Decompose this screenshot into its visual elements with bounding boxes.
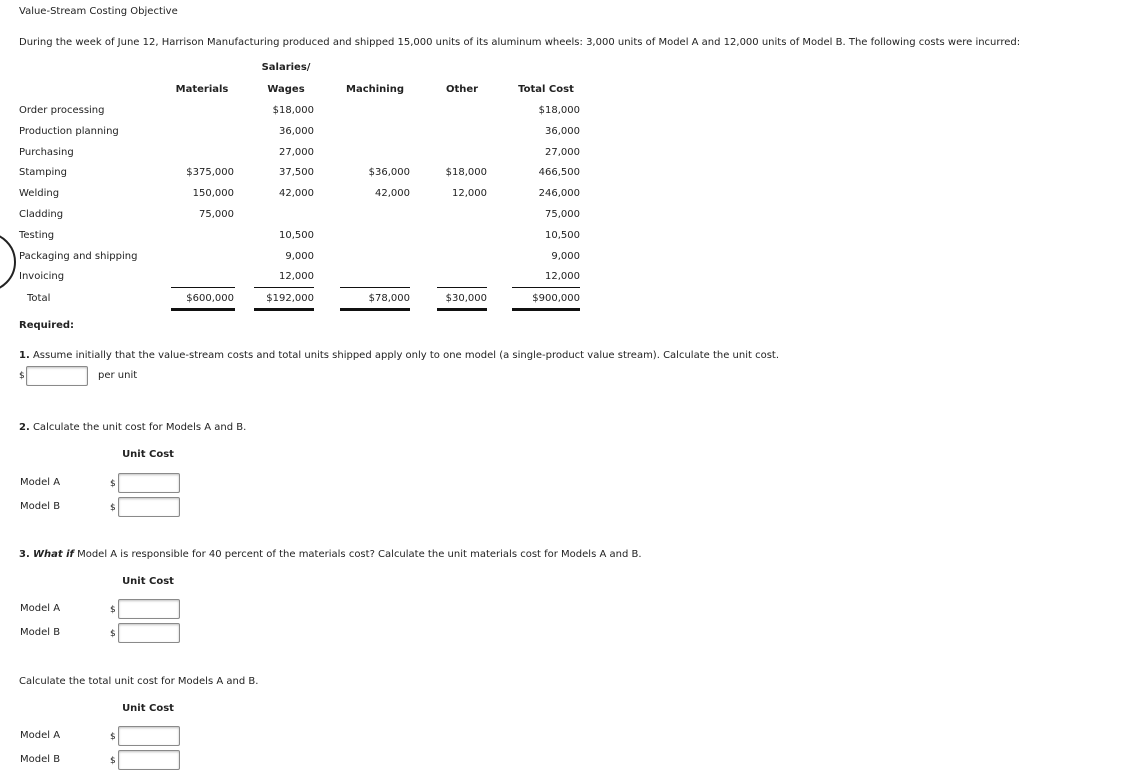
- intro-text: During the week of June 12, Harrison Manufacturing produced and shipped 15,000 units of its aluminum wheels: 3,000 units of Model A and 12,000 units of Model B. The following costs were incurred:: [19, 37, 1021, 48]
- q2-body: Calculate the unit cost for Models A and B.: [32, 422, 247, 433]
- total-label: Total: [27, 293, 51, 304]
- table-cell-materials: 150,000: [192, 188, 234, 199]
- q3-number: 3.: [19, 549, 30, 560]
- q3-what-if: What if: [32, 549, 74, 560]
- table-cell-wages: $18,000: [272, 105, 314, 116]
- header-other: Other: [445, 84, 479, 95]
- header-salaries-top: Salaries/: [261, 62, 311, 73]
- table-row-label: Purchasing: [19, 147, 74, 158]
- table-cell-wages: 37,500: [279, 167, 314, 178]
- q3-model-b-currency: $: [110, 629, 116, 639]
- table-cell-wages: 27,000: [279, 147, 314, 158]
- table-cell-machining: 42,000: [375, 188, 410, 199]
- header-materials: Materials: [175, 84, 229, 95]
- q2-col-header: Unit Cost: [122, 449, 174, 460]
- q1-currency: $: [19, 371, 25, 381]
- q2-model-a-input[interactable]: [118, 473, 180, 493]
- q3-text: [19, 549, 642, 560]
- rule-wages: [254, 287, 314, 288]
- header-wages: Wages: [267, 84, 305, 95]
- table-cell-other: $18,000: [445, 167, 487, 178]
- table-cell-total: 10,500: [545, 230, 580, 241]
- table-cell-total: 36,000: [545, 126, 580, 137]
- q4-model-b-currency: $: [110, 756, 116, 766]
- q2-model-b-label: Model B: [20, 501, 61, 512]
- q1-body: Assume initially that the value-stream costs and total units shipped apply only to one model (a single-product value stream). Calculate the unit cost.: [32, 350, 780, 361]
- required-label: Required:: [19, 320, 75, 331]
- double-rule-materials: [171, 308, 235, 311]
- q1-unit-cost-input[interactable]: [26, 366, 88, 386]
- q3-model-a-label: Model A: [20, 603, 61, 614]
- q4-model-b-input[interactable]: [118, 750, 180, 770]
- table-cell-total: 246,000: [538, 188, 580, 199]
- header-machining: Machining: [346, 84, 404, 95]
- double-rule-other: [437, 308, 487, 311]
- q3-model-b-input[interactable]: [118, 623, 180, 643]
- q2-model-a-label: Model A: [20, 477, 61, 488]
- double-rule-wages: [254, 308, 314, 311]
- rule-total: [512, 287, 580, 288]
- q4-model-a-input[interactable]: [118, 726, 180, 746]
- table-cell-total: 27,000: [545, 147, 580, 158]
- total-wages: $192,000: [266, 293, 314, 304]
- table-row-label: Order processing: [19, 105, 105, 116]
- table-row-label: Cladding: [19, 209, 64, 220]
- table-cell-total: 12,000: [545, 271, 580, 282]
- q3-model-b-label: Model B: [20, 627, 61, 638]
- partial-circle-mark: [0, 232, 16, 292]
- q4-model-a-label: Model A: [20, 730, 61, 741]
- q3-model-a-input[interactable]: [118, 599, 180, 619]
- q3-model-a-currency: $: [110, 605, 116, 615]
- q3-col-header: Unit Cost: [122, 576, 174, 587]
- rule-machining: [340, 287, 410, 288]
- double-rule-total: [512, 308, 580, 311]
- q4-col-header: Unit Cost: [122, 703, 174, 714]
- q1-number: 1.: [19, 350, 30, 361]
- table-row-label: Invoicing: [19, 271, 65, 282]
- q2-number: 2.: [19, 422, 30, 433]
- total-materials: $600,000: [186, 293, 234, 304]
- table-cell-wages: 12,000: [279, 271, 314, 282]
- table-cell-total: $18,000: [538, 105, 580, 116]
- table-row-label: Production planning: [19, 126, 119, 137]
- table-cell-total: 75,000: [545, 209, 580, 220]
- table-row-label: Stamping: [19, 167, 67, 178]
- rule-other: [437, 287, 487, 288]
- table-cell-wages: 10,500: [279, 230, 314, 241]
- q2-model-a-currency: $: [110, 479, 116, 489]
- table-row-label: Packaging and shipping: [19, 251, 138, 262]
- table-cell-materials: 75,000: [199, 209, 234, 220]
- table-cell-machining: $36,000: [368, 167, 410, 178]
- q4-model-a-currency: $: [110, 732, 116, 742]
- table-cell-total: 9,000: [551, 251, 580, 262]
- q3-body: Model A is responsible for 40 percent of the materials cost? Calculate the unit materials cost for Models A and B.: [77, 549, 642, 560]
- q2-text: [19, 422, 246, 433]
- q1-suffix: per unit: [98, 370, 138, 381]
- total-machining: $78,000: [368, 293, 410, 304]
- table-cell-materials: $375,000: [186, 167, 234, 178]
- table-cell-wages: 9,000: [285, 251, 314, 262]
- table-cell-wages: 42,000: [279, 188, 314, 199]
- table-row-label: Testing: [19, 230, 55, 241]
- page-title: Value-Stream Costing Objective: [19, 6, 178, 17]
- table-row-label: Welding: [19, 188, 60, 199]
- table-cell-total: 466,500: [538, 167, 580, 178]
- table-cell-other: 12,000: [452, 188, 487, 199]
- double-rule-machining: [340, 308, 410, 311]
- table-cell-wages: 36,000: [279, 126, 314, 137]
- q2-model-b-currency: $: [110, 503, 116, 513]
- q4-model-b-label: Model B: [20, 754, 61, 765]
- q2-model-b-input[interactable]: [118, 497, 180, 517]
- header-total-cost: Total Cost: [518, 84, 574, 95]
- total-total: $900,000: [532, 293, 580, 304]
- total-other: $30,000: [445, 293, 487, 304]
- q1-text: [19, 350, 779, 361]
- rule-materials: [171, 287, 235, 288]
- q4-text: Calculate the total unit cost for Models A and B.: [19, 676, 259, 687]
